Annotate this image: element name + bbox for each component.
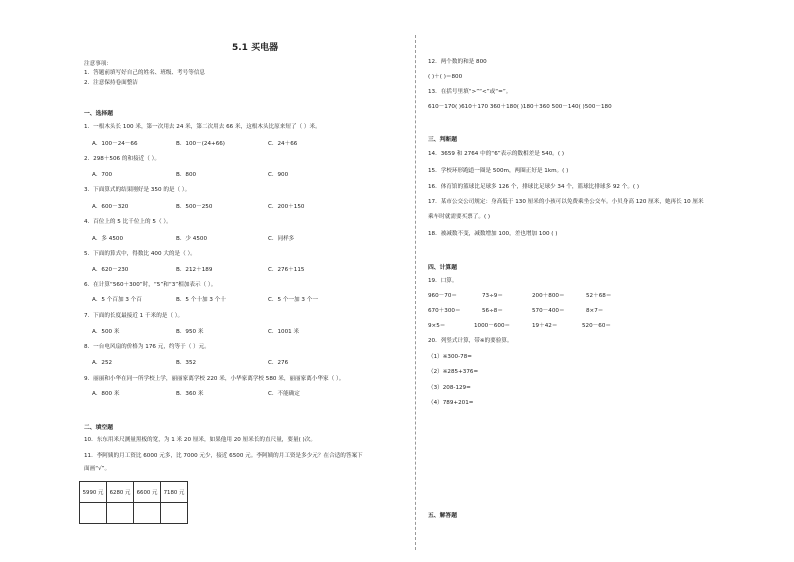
option-a[interactable]: A．600－320 xyxy=(92,204,129,210)
note-item: 1．答题前填写好自己的姓名、班级、考号等信息 xyxy=(84,70,206,76)
question: 4．百位上的 5 比千位上的 5（ ）。 xyxy=(84,219,172,225)
answer-cell[interactable] xyxy=(134,503,161,524)
blank-line[interactable]: ( )＋( )＝800 xyxy=(428,74,463,80)
section-heading-judge: 三、判断题 xyxy=(428,137,457,143)
question: 9．丽丽和小华在同一所学校上学，丽丽家离学校 220 米，小华家离学校 580 米，丽丽家离小华家（ ）。 xyxy=(84,376,345,382)
answer-cell[interactable] xyxy=(80,503,107,524)
option-c[interactable]: C．24＋66 xyxy=(268,141,298,147)
vertical-item[interactable]: （2）※285+376= xyxy=(428,369,479,375)
question: 5．下面的算式中，得数比 400 大的是（ ）。 xyxy=(84,251,196,257)
notes-heading: 注意事项： xyxy=(84,61,112,67)
judge-item[interactable]: 14．3659 和 2764 中的“6”表示的数相差是 540。( ) xyxy=(428,151,565,157)
option-a[interactable]: A．多 4500 xyxy=(92,236,124,242)
option-a[interactable]: A．5 个百加 3 个百 xyxy=(92,297,142,303)
question: 11．李阿姨的月工资比 6000 元多，比 7000 元少，接近 6500 元。李阿姨的月工资是多少元？在合适的答案下 xyxy=(84,453,363,459)
option-b[interactable]: B．352 xyxy=(176,360,197,366)
question: 2．298＋506 的和接近（ ）。 xyxy=(84,156,161,162)
option-b[interactable]: B．360 米 xyxy=(176,391,204,397)
table-row xyxy=(80,482,188,503)
option-c[interactable]: C．5 个一加 3 个一 xyxy=(268,297,318,303)
question: 6．在计算“560＋300”时，“5”和“3”相加表示（ ）。 xyxy=(84,282,217,288)
answer-cell[interactable] xyxy=(107,503,134,524)
option-a[interactable]: A．800 米 xyxy=(92,391,120,397)
question: 12．两个数的和是 800 xyxy=(428,59,487,65)
oral-item[interactable]: 200＋800＝ xyxy=(532,293,565,299)
oral-item[interactable]: 570－400＝ xyxy=(532,308,565,314)
question: 10．东东用米尺测量黑板的宽，为 1 米 20 厘米，如果他用 20 厘米长的直尺量，要量( )次。 xyxy=(84,437,316,443)
judge-item[interactable]: 17．某市公交公司规定：身高低于 130 厘米的小孩可以免费乘坐公交车。小贝身高 120 厘米，她再长 10 厘米 xyxy=(428,199,704,205)
judge-item[interactable]: 15．学校环形跑道一圈是 500m，两圈正好是 1km。( ) xyxy=(428,168,569,174)
question: 19．口算。 xyxy=(428,278,458,284)
price-cell: 7180 元 xyxy=(161,482,188,503)
question: 8．一台电风扇的价格为 176 元，约等于（ ）元。 xyxy=(84,344,210,350)
question: 1．一根木头长 100 米，第一次用去 24 米，第二次用去 66 米，这根木头比原来短了（ ）米。 xyxy=(84,124,321,130)
option-c[interactable]: C．900 xyxy=(268,172,289,178)
option-a[interactable]: A．100－24－66 xyxy=(92,141,138,147)
oral-item[interactable]: 8×7＝ xyxy=(586,308,604,314)
oral-item[interactable]: 19＋42＝ xyxy=(532,323,558,329)
oral-item[interactable]: 56÷8＝ xyxy=(482,308,503,314)
option-a[interactable]: A．500 米 xyxy=(92,329,120,335)
option-b[interactable]: B．少 4500 xyxy=(176,236,208,242)
question-continued: 面画“√”。 xyxy=(84,466,111,472)
page-title: 5.1 买电器 xyxy=(232,43,279,53)
section-heading-calc: 四、计算题 xyxy=(428,265,457,271)
vertical-item[interactable]: （3）208-129= xyxy=(428,385,471,391)
question: 13．在括号里填“>”“<”或“=”。 xyxy=(428,89,512,95)
option-a[interactable]: A．620－230 xyxy=(92,267,129,273)
option-b[interactable]: B．100－(24+66) xyxy=(176,141,225,147)
option-c[interactable]: C．同样多 xyxy=(268,236,295,242)
compare-line[interactable]: 610－170( )610＋170 360＋180( )180＋360 500－140( )500－180 xyxy=(428,104,612,110)
oral-item[interactable]: 52＋68＝ xyxy=(586,293,612,299)
option-a[interactable]: A．700 xyxy=(92,172,113,178)
price-cell: 6600 元 xyxy=(134,482,161,503)
price-table xyxy=(79,481,188,524)
oral-item[interactable]: 73÷9＝ xyxy=(482,293,503,299)
judge-item[interactable]: 16．体育馆的篮球比足球多 126 个，排球比足球少 34 个，篮球比排球多 92 个。( ) xyxy=(428,184,640,190)
oral-item[interactable]: 9×5＝ xyxy=(428,323,446,329)
price-cell: 5990 元 xyxy=(80,482,107,503)
option-c[interactable]: C．1001 米 xyxy=(268,329,300,335)
section-heading-choice: 一、选择题 xyxy=(84,111,113,117)
question: 20．列竖式计算，带※的要验算。 xyxy=(428,338,513,344)
vertical-item[interactable]: （4）789+201= xyxy=(428,400,474,406)
option-b[interactable]: B．212＋189 xyxy=(176,267,213,273)
judge-item-continued[interactable]: 乘车时就需要买票了。( ) xyxy=(428,214,491,220)
oral-item[interactable]: 960－70＝ xyxy=(428,293,457,299)
oral-item[interactable]: 670＋300＝ xyxy=(428,308,461,314)
option-b[interactable]: B．5 个十加 3 个十 xyxy=(176,297,226,303)
question: 7．下面的长度最接近 1 千米的是（ ）。 xyxy=(84,313,184,319)
option-b[interactable]: B．950 米 xyxy=(176,329,204,335)
option-a[interactable]: A．252 xyxy=(92,360,113,366)
option-c[interactable]: C．200＋150 xyxy=(268,204,305,210)
option-c[interactable]: C．276＋115 xyxy=(268,267,305,273)
section-heading-answer: 五、解答题 xyxy=(428,513,457,519)
question: 3．下面算式的结果刚好是 350 的是（ ）。 xyxy=(84,187,191,193)
option-c[interactable]: C．276 xyxy=(268,360,289,366)
option-b[interactable]: B．500－250 xyxy=(176,204,213,210)
note-item: 2．注意保持卷面整洁 xyxy=(84,80,138,86)
option-c[interactable]: C．不能确定 xyxy=(268,391,300,397)
price-cell: 6280 元 xyxy=(107,482,134,503)
answer-cell[interactable] xyxy=(161,503,188,524)
section-heading-fill: 二、填空题 xyxy=(84,425,113,431)
vertical-item[interactable]: （1）※300-78= xyxy=(428,354,472,360)
column-divider xyxy=(415,35,416,550)
table-row xyxy=(80,503,188,524)
oral-item[interactable]: 1000－600＝ xyxy=(474,323,511,329)
judge-item[interactable]: 18．被减数不变，减数增加 100，差也增加 100 ( ) xyxy=(428,231,558,237)
option-b[interactable]: B．800 xyxy=(176,172,197,178)
oral-item[interactable]: 520－60＝ xyxy=(582,323,611,329)
